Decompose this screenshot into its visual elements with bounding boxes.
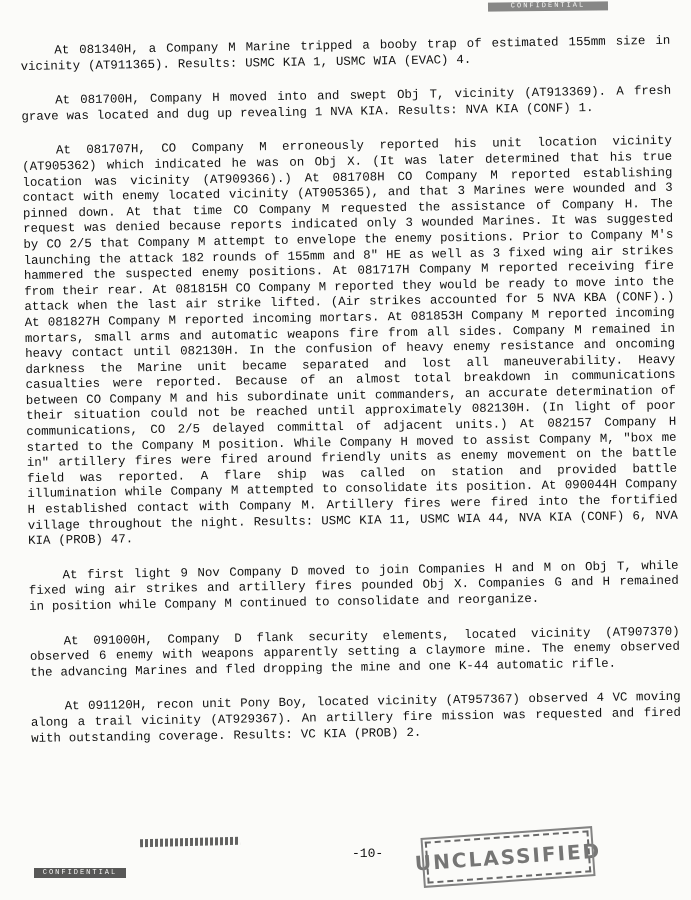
smudged-mark — [140, 837, 240, 848]
paragraph-booby-trap: At 081340H, a Company M Marine tripped a booby trap of estimated 155mm size in vicinity (AT911365). Results: USMC KIA 1, USMC WIA (EVAC) 4. — [20, 33, 671, 74]
paragraph-recon-pony-boy: At 091120H, recon unit Pony Boy, located vicinity (AT957367) observed 4 VC moving along a trail vicinity (AT929367). An artillery fire mission was requested and fired with outstanding coverage. Results: VC KIA (PROB) 2. — [30, 690, 681, 746]
paragraph-obj-t-sweep: At 081700H, Company H moved into and swept Obj T, vicinity (AT913369). A fresh grave was located and dug up revealing 1 NVA KIA. Results: NVA KIA (CONF) 1. — [21, 83, 672, 124]
redacted-classification-header: CONFIDENTIAL — [488, 1, 608, 11]
document-body — [20, 16, 682, 766]
page-number: -10- — [352, 846, 384, 861]
paragraph-company-m-contact: At 081707H, CO Company M erroneously reported his unit location vicinity (AT905362) which indicated he was on Obj X. (It was later determined that his true location was vicinity (AT909366).) At 081708H CO Company M reported establishing contact with enemy located vicinity (AT905365), and that 3 Marines were wounded and 3 pinned down. At that time CO Company M requested the assistance of Company H. The request was denied because reports indicated only 3 wounded Marines. It was suggested by CO 2/5 that Company M attempt to envelope the enemy positions. Prior to Company M's launching the attack 182 rounds of 155mm and 8" HE as well as 3 fixed wing air strikes hammered the suspected enemy positions. At 081717H Company M reported receiving fire from their rear. At 081815H CO Company M reported they would be ready to move into the attack when the last air strike lifted. (Air strikes accounted for 5 NVA KBA (CONF).) At 081827H Company M reported incoming mortars. At 081853H Company M reported incoming mortars, small arms and automatic weapons fire from all sides. Company M remained in heavy contact until 082130H. In the confusion of heavy enemy resistance and oncoming darkness the Marine unit became separated and lost all maneuverability. Heavy casualties were reported. Because of an almost total breakdown in communications between CO Company M and his subordinate unit commanders, an accurate determination of their situation could not be reached until approximately 082130H. (In light of poor communications, CO 2/5 delayed committal of adjacent units.) At 082157 Company H started to the Company M position. While Company H moved to assist Company M, "box me in" artillery fires were fired around friendly units as enemy movement on the battle field was reported. A flare ship was called on station and provided battle illumination while Company M attempted to consolidate its position. At 090044H Company H established contact with Company M. Artillery fires were fired into the fortified village throughout the night. Results: USMC KIA 11, USMC WIA 44, NVA KIA (CONF) 6, NVA KIA (PROB) 47. — [22, 134, 678, 549]
paragraph-first-light: At first light 9 Nov Company D moved to join Companies H and M on Obj T, while fixed wing air strikes and artillery fires pounded Obj X. Companies G and H remained in position while Company M continued to consolidate and reorganize. — [28, 558, 679, 614]
redacted-classification-footer: CONFIDENTIAL — [34, 868, 126, 878]
paragraph-flank-security: At 091000H, Company D flank security elements, located vicinity (AT907370) observed 6 enemy with weapons apparently setting a claymore mine. The enemy observed the advancing Marines and fled dropping the mine and one K-44 automatic rifle. — [29, 624, 680, 680]
unclassified-stamp: UNCLASSIFIED — [425, 830, 592, 883]
